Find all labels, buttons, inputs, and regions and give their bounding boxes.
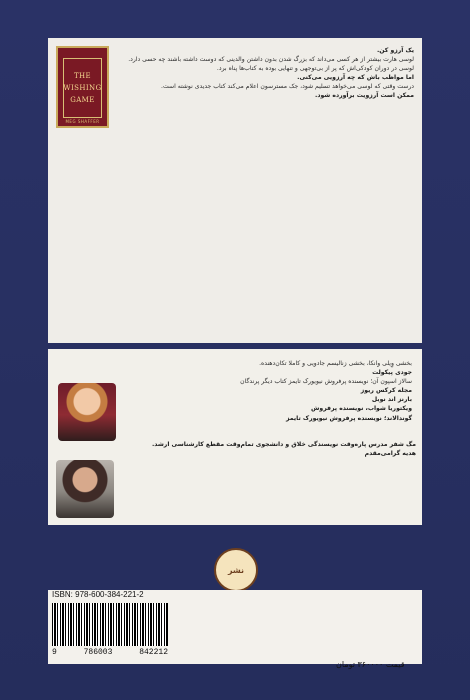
- author-bio: مگ شفر مدرس پاره‌وقت نویسندگی خلاق و دانشجوی تمام‌وقت مقطع کارشناسی ارشد.: [151, 441, 416, 448]
- barcode: [52, 603, 168, 646]
- barcode-digit-group: 9: [52, 648, 57, 657]
- quote-4-source: بارنز اند نوبل: [371, 396, 412, 404]
- author-portrait-2: [56, 460, 114, 518]
- translator-name: هدیه گرامی‌مقدم: [364, 450, 416, 458]
- blurb-closing: ممکن است آرزویت برآورده شود.: [315, 92, 414, 100]
- quote-3-source: مجله کرکس ریوز: [360, 387, 412, 395]
- barcode-digits: [52, 648, 168, 657]
- blurb-heading: یک آرزو کن.: [376, 47, 414, 54]
- price-label: قیمت ۳۶۰۰۰۰ تومان: [336, 660, 405, 669]
- blurb-paragraph-2: درست وقتی که لوسی می‌خواهد تسلیم شود، جک مسترسون اعلام می‌کند کتاب جدیدی نوشته است.: [161, 83, 414, 91]
- quote-2-source: سالاز اسپون آن؛ نویسنده پرفروش نیویورک تایمز کتاب دیگر پرندگان: [240, 378, 412, 386]
- cover-author: MEG SHAFFER: [65, 119, 100, 124]
- barcode-digit-group: 842212: [139, 648, 168, 657]
- isbn-block: [52, 590, 170, 658]
- quote-6-source: گوندالاند؛ نویسنده پرفروش نیویورک تایمز: [286, 414, 412, 422]
- publisher-logo-text: نشر: [227, 565, 245, 575]
- blurb-paragraph: لوسی هارت بیشتر از هر کسی می‌داند که بزرگ شدن بدون داشتن والدینی که دوست داشته باشند چه حسی دارد. لوسی در دوران کودکی‌اش که پر از بی‌توجهی و تنهایی بوده به کتاب‌ها پناه برد.: [128, 56, 414, 73]
- description-panel: [48, 38, 422, 343]
- author-portrait-1: [58, 383, 116, 441]
- publisher-logo: [214, 548, 258, 592]
- barcode-digit-group: 786003: [83, 648, 113, 657]
- quote-5-source: ویکتوریا شواب، نویسنده پرفروش: [311, 405, 412, 413]
- isbn-text: ISBN: 978-600-384-221-2: [52, 590, 144, 599]
- book-cover-thumbnail: [56, 46, 109, 128]
- quote-1: بخشی وِیلی وانکا، بخشی زنالیسم جادویی و کاملا تکان‌دهنده.: [259, 360, 412, 367]
- blurb-emphasis: اما مواظب باش که چه آرزویی می‌کنی.: [297, 74, 414, 82]
- quote-1-source: جودی پیکولت: [372, 369, 412, 377]
- cover-title: THE WISHING GAME: [63, 72, 102, 104]
